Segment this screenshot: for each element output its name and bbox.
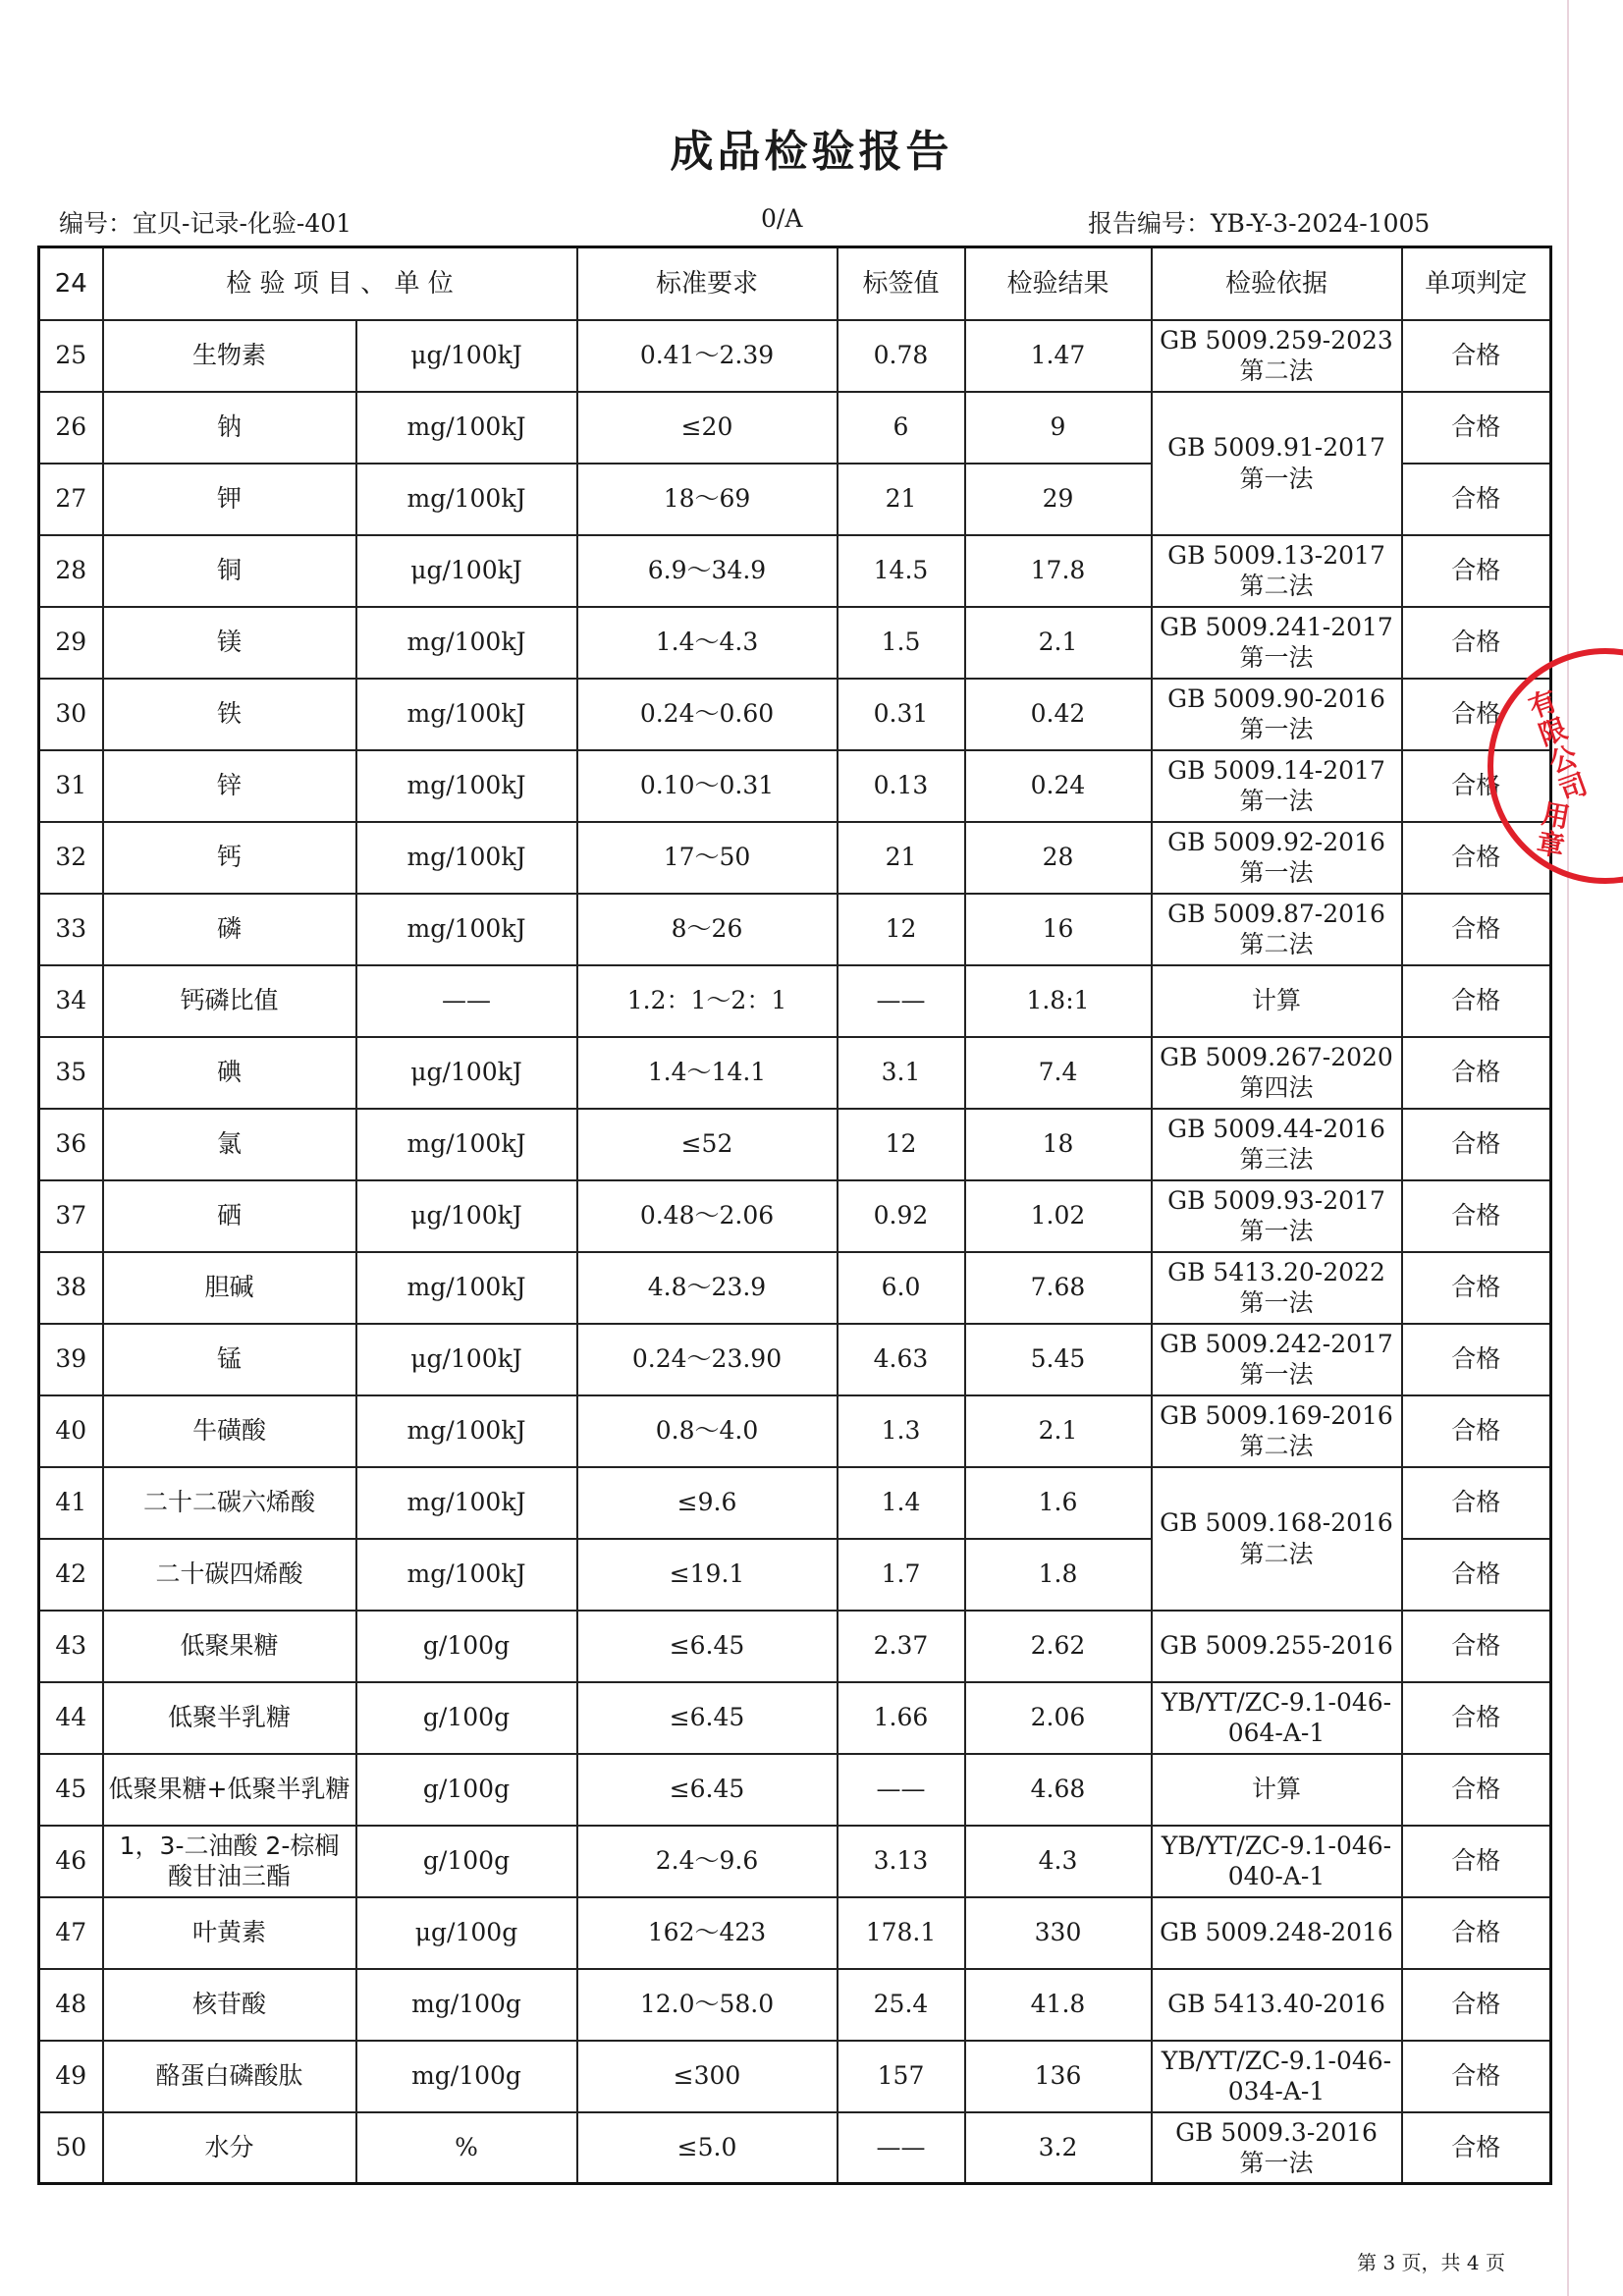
test-basis-line: GB 5009.90-2016	[1167, 683, 1385, 713]
test-result: 9	[965, 392, 1152, 464]
test-basis-line: 第二法	[1239, 930, 1314, 958]
verdict: 合格	[1402, 607, 1551, 679]
row-number: 44	[39, 1682, 103, 1754]
row-number: 48	[39, 1969, 103, 2041]
test-basis	[1152, 1682, 1402, 1754]
standard-requirement: 6.9～34.9	[577, 535, 838, 607]
test-result: 2.06	[965, 1682, 1152, 1754]
test-basis-line: 第四法	[1239, 1073, 1314, 1102]
item-name: 低聚果糖	[103, 1611, 356, 1682]
test-basis	[1152, 1109, 1402, 1180]
item-name: 低聚果糖+低聚半乳糖	[103, 1754, 356, 1826]
item-name: 硒	[103, 1180, 356, 1252]
label-value: 12	[838, 894, 965, 965]
standard-requirement: 2.4～9.6	[577, 1826, 838, 1897]
item-unit: μg/100kJ	[356, 1324, 577, 1395]
label-value: ——	[838, 965, 965, 1037]
item-unit: g/100g	[356, 1754, 577, 1826]
test-basis-line: GB 5009.259-2023	[1160, 325, 1393, 355]
row-number: 31	[39, 750, 103, 822]
row-number: 38	[39, 1252, 103, 1324]
verdict: 合格	[1402, 750, 1551, 822]
row-number: 49	[39, 2041, 103, 2112]
verdict: 合格	[1402, 1395, 1551, 1467]
standard-requirement: 18～69	[577, 464, 838, 535]
header-verdict: 单项判定	[1402, 247, 1551, 320]
verdict: 合格	[1402, 965, 1551, 1037]
table-row	[39, 1180, 1551, 1252]
item-unit: mg/100kJ	[356, 392, 577, 464]
header-standard: 标准要求	[577, 247, 838, 320]
standard-requirement: 0.10～0.31	[577, 750, 838, 822]
label-value: 1.5	[838, 607, 965, 679]
item-unit: μg/100g	[356, 1897, 577, 1969]
standard-requirement: 0.24～0.60	[577, 679, 838, 750]
item-unit: mg/100kJ	[356, 822, 577, 894]
verdict: 合格	[1402, 1969, 1551, 2041]
row-number: 30	[39, 679, 103, 750]
standard-requirement: 8～26	[577, 894, 838, 965]
item-name: 牛磺酸	[103, 1395, 356, 1467]
item-name: 铁	[103, 679, 356, 750]
item-name: 钠	[103, 392, 356, 464]
table-row	[39, 1395, 1551, 1467]
table-row	[39, 1611, 1551, 1682]
item-name: 酪蛋白磷酸肽	[103, 2041, 356, 2112]
item-name: 水分	[103, 2112, 356, 2184]
item-name: 磷	[103, 894, 356, 965]
test-basis-line: 第一法	[1239, 1360, 1314, 1389]
standard-requirement: 0.48～2.06	[577, 1180, 838, 1252]
verdict: 合格	[1402, 1754, 1551, 1826]
test-basis	[1152, 1611, 1402, 1682]
row-number: 41	[39, 1467, 103, 1539]
test-result: 16	[965, 894, 1152, 965]
test-result: 29	[965, 464, 1152, 535]
row-number: 46	[39, 1826, 103, 1897]
row-number: 26	[39, 392, 103, 464]
item-name: 铜	[103, 535, 356, 607]
test-result: 330	[965, 1897, 1152, 1969]
verdict: 合格	[1402, 392, 1551, 464]
test-basis-line: GB 5009.93-2017	[1167, 1185, 1385, 1215]
item-unit: mg/100kJ	[356, 1252, 577, 1324]
standard-requirement: ≤6.45	[577, 1682, 838, 1754]
test-result: 1.47	[965, 320, 1152, 392]
test-basis-line: GB 5009.92-2016	[1167, 827, 1385, 856]
test-basis	[1152, 679, 1402, 750]
test-basis-line: GB 5009.91-2017	[1167, 433, 1385, 463]
test-basis-line: GB 5009.241-2017	[1160, 612, 1393, 641]
test-basis-line: YB/YT/ZC-9.1-046-	[1161, 2046, 1392, 2075]
test-basis-line: GB 5009.3-2016	[1175, 2117, 1378, 2147]
item-unit: mg/100kJ	[356, 1467, 577, 1539]
row-number: 50	[39, 2112, 103, 2184]
row-number: 33	[39, 894, 103, 965]
table-row	[39, 1969, 1551, 2041]
test-basis-line: 第一法	[1239, 1217, 1314, 1245]
test-result: 41.8	[965, 1969, 1152, 2041]
test-result: 28	[965, 822, 1152, 894]
item-name: 生物素	[103, 320, 356, 392]
row-number: 43	[39, 1611, 103, 1682]
table-row	[39, 1109, 1551, 1180]
page-footer: 第 3 页，共 4 页	[1357, 2251, 1505, 2274]
table-row	[39, 392, 1551, 464]
test-basis-line: GB 5009.14-2017	[1167, 755, 1385, 785]
test-result: 7.4	[965, 1037, 1152, 1109]
label-value: 14.5	[838, 535, 965, 607]
test-result: 0.42	[965, 679, 1152, 750]
test-basis	[1152, 1897, 1402, 1969]
inspection-table	[37, 246, 1552, 2185]
verdict: 合格	[1402, 1682, 1551, 1754]
item-name: 二十二碳六烯酸	[103, 1467, 356, 1539]
table-row	[39, 679, 1551, 750]
test-basis-line: 第三法	[1239, 1145, 1314, 1174]
test-basis-line: GB 5009.168-2016	[1160, 1508, 1393, 1538]
item-unit: μg/100kJ	[356, 535, 577, 607]
test-result: 1.8	[965, 1539, 1152, 1611]
item-unit: mg/100g	[356, 1969, 577, 2041]
item-name: 叶黄素	[103, 1897, 356, 1969]
test-basis	[1152, 535, 1402, 607]
table-row	[39, 750, 1551, 822]
table-row	[39, 1037, 1551, 1109]
label-value: 3.13	[838, 1826, 965, 1897]
table-row	[39, 535, 1551, 607]
seal-text-use: 用章	[1531, 797, 1573, 862]
page-title: 成品检验报告	[670, 127, 953, 177]
standard-requirement: 17～50	[577, 822, 838, 894]
row-number: 35	[39, 1037, 103, 1109]
test-result: 1.02	[965, 1180, 1152, 1252]
label-value: 0.78	[838, 320, 965, 392]
test-basis	[1152, 965, 1402, 1037]
label-value: 1.7	[838, 1539, 965, 1611]
item-unit: mg/100kJ	[356, 607, 577, 679]
test-basis	[1152, 750, 1402, 822]
item-name: 核苷酸	[103, 1969, 356, 2041]
label-value: 1.66	[838, 1682, 965, 1754]
table-row	[39, 2041, 1551, 2112]
test-basis-line: 第二法	[1239, 1539, 1314, 1568]
test-basis-line: 064-A-1	[1227, 1719, 1325, 1747]
label-value: 2.37	[838, 1611, 965, 1682]
label-value: 1.4	[838, 1467, 965, 1539]
test-basis-line: 第一法	[1239, 464, 1314, 493]
item-unit: mg/100kJ	[356, 894, 577, 965]
test-basis-line: GB 5009.248-2016	[1160, 1918, 1393, 1947]
label-value: 21	[838, 822, 965, 894]
item-unit: mg/100kJ	[356, 1539, 577, 1611]
label-value: 3.1	[838, 1037, 965, 1109]
verdict: 合格	[1402, 1539, 1551, 1611]
verdict: 合格	[1402, 2112, 1551, 2184]
label-value: 12	[838, 1109, 965, 1180]
item-unit: %	[356, 2112, 577, 2184]
test-result: 1.6	[965, 1467, 1152, 1539]
standard-requirement: ≤6.45	[577, 1754, 838, 1826]
table-header-row	[39, 247, 1551, 320]
row-number: 45	[39, 1754, 103, 1826]
verdict: 合格	[1402, 320, 1551, 392]
standard-requirement: 162～423	[577, 1897, 838, 1969]
test-result: 18	[965, 1109, 1152, 1180]
test-result: 17.8	[965, 535, 1152, 607]
page-edge-line	[1567, 0, 1569, 2296]
test-basis	[1152, 320, 1402, 392]
standard-requirement: 0.41～2.39	[577, 320, 838, 392]
row-number: 39	[39, 1324, 103, 1395]
standard-requirement: 1.4～4.3	[577, 607, 838, 679]
test-basis	[1152, 2112, 1402, 2184]
item-name: 二十碳四烯酸	[103, 1539, 356, 1611]
test-basis	[1152, 1395, 1402, 1467]
row-number: 32	[39, 822, 103, 894]
header-basis: 检验依据	[1152, 247, 1402, 320]
item-unit: μg/100kJ	[356, 1037, 577, 1109]
standard-requirement: ≤6.45	[577, 1611, 838, 1682]
verdict: 合格	[1402, 1109, 1551, 1180]
table-row	[39, 1682, 1551, 1754]
item-name: 碘	[103, 1037, 356, 1109]
verdict: 合格	[1402, 1180, 1551, 1252]
standard-requirement: ≤9.6	[577, 1467, 838, 1539]
test-basis-line: GB 5413.40-2016	[1167, 1990, 1385, 2019]
table-row	[39, 894, 1551, 965]
header-label-value: 标签值	[838, 247, 965, 320]
standard-requirement: 4.8～23.9	[577, 1252, 838, 1324]
item-name: 锰	[103, 1324, 356, 1395]
test-basis-line: 040-A-1	[1227, 1862, 1325, 1890]
test-basis	[1152, 2041, 1402, 2112]
test-basis	[1152, 822, 1402, 894]
item-unit: μg/100kJ	[356, 320, 577, 392]
test-result: 2.62	[965, 1611, 1152, 1682]
verdict: 合格	[1402, 1252, 1551, 1324]
test-basis	[1152, 894, 1402, 965]
verdict: 合格	[1402, 1611, 1551, 1682]
item-name: 低聚半乳糖	[103, 1682, 356, 1754]
test-basis-line: 第二法	[1239, 1432, 1314, 1460]
label-value: ——	[838, 1754, 965, 1826]
verdict: 合格	[1402, 464, 1551, 535]
test-basis-line: 计算	[1251, 1775, 1301, 1804]
test-result: 2.1	[965, 1395, 1152, 1467]
test-basis-line: 第一法	[1239, 1288, 1314, 1317]
test-basis-line: 第一法	[1239, 787, 1314, 815]
item-name: 锌	[103, 750, 356, 822]
table-row	[39, 1252, 1551, 1324]
test-basis-line: GB 5009.242-2017	[1160, 1329, 1393, 1358]
row-number: 47	[39, 1897, 103, 1969]
test-basis	[1152, 1037, 1402, 1109]
item-unit: g/100g	[356, 1611, 577, 1682]
item-name: 钙	[103, 822, 356, 894]
standard-requirement: ≤300	[577, 2041, 838, 2112]
row-number: 25	[39, 320, 103, 392]
item-unit: μg/100kJ	[356, 1180, 577, 1252]
standard-requirement: 1.2：1～2：1	[577, 965, 838, 1037]
test-basis	[1152, 607, 1402, 679]
test-result: 7.68	[965, 1252, 1152, 1324]
header-no: 24	[39, 247, 103, 320]
standard-requirement: ≤5.0	[577, 2112, 838, 2184]
item-unit: ——	[356, 965, 577, 1037]
label-value: ——	[838, 2112, 965, 2184]
standard-requirement: ≤52	[577, 1109, 838, 1180]
row-number: 29	[39, 607, 103, 679]
row-number: 37	[39, 1180, 103, 1252]
standard-requirement: 0.8～4.0	[577, 1395, 838, 1467]
test-basis	[1152, 392, 1402, 535]
item-name: 钾	[103, 464, 356, 535]
row-number: 28	[39, 535, 103, 607]
row-number: 36	[39, 1109, 103, 1180]
label-value: 178.1	[838, 1897, 965, 1969]
item-name: 镁	[103, 607, 356, 679]
standard-requirement: 0.24～23.90	[577, 1324, 838, 1395]
verdict: 合格	[1402, 1324, 1551, 1395]
verdict: 合格	[1402, 1467, 1551, 1539]
row-number: 42	[39, 1539, 103, 1611]
item-unit: mg/100kJ	[356, 1109, 577, 1180]
standard-requirement: ≤19.1	[577, 1539, 838, 1611]
standard-requirement: ≤20	[577, 392, 838, 464]
test-basis	[1152, 1754, 1402, 1826]
seal-text-company: 有限公司	[1521, 684, 1593, 807]
test-basis-line: GB 5009.255-2016	[1160, 1631, 1393, 1661]
verdict: 合格	[1402, 822, 1551, 894]
table-body	[39, 247, 1551, 2184]
label-value: 0.92	[838, 1180, 965, 1252]
test-result: 0.24	[965, 750, 1152, 822]
verdict: 合格	[1402, 1897, 1551, 1969]
item-unit: mg/100kJ	[356, 750, 577, 822]
standard-requirement: 12.0～58.0	[577, 1969, 838, 2041]
verdict: 合格	[1402, 2041, 1551, 2112]
item-name: 1，3-二油酸 2-棕榈酸甘油三酯	[103, 1826, 356, 1897]
test-result: 136	[965, 2041, 1152, 2112]
test-basis-line: GB 5009.13-2017	[1167, 540, 1385, 570]
test-result: 4.3	[965, 1826, 1152, 1897]
test-result: 5.45	[965, 1324, 1152, 1395]
test-basis-line: GB 5009.267-2020	[1160, 1042, 1393, 1071]
doc-number: 编号：宜贝-记录-化验-401	[59, 209, 352, 238]
verdict: 合格	[1402, 535, 1551, 607]
header-item-unit: 检 验 项 目 、 单 位	[103, 247, 577, 320]
table-row	[39, 2112, 1551, 2184]
test-basis	[1152, 1180, 1402, 1252]
test-basis-line: YB/YT/ZC-9.1-046-	[1161, 1687, 1392, 1717]
verdict: 合格	[1402, 894, 1551, 965]
test-basis-line: 第一法	[1239, 858, 1314, 887]
test-basis-line: YB/YT/ZC-9.1-046-	[1161, 1831, 1392, 1860]
test-basis-line: 第一法	[1239, 715, 1314, 743]
test-basis-line: GB 5009.87-2016	[1167, 899, 1385, 928]
table-row	[39, 320, 1551, 392]
standard-requirement: 1.4～14.1	[577, 1037, 838, 1109]
item-name: 钙磷比值	[103, 965, 356, 1037]
label-value: 0.31	[838, 679, 965, 750]
table-row	[39, 1826, 1551, 1897]
test-basis	[1152, 1969, 1402, 2041]
row-number: 27	[39, 464, 103, 535]
item-unit: mg/100kJ	[356, 679, 577, 750]
table-row	[39, 607, 1551, 679]
test-basis-line: 034-A-1	[1227, 2077, 1325, 2105]
table-row	[39, 1897, 1551, 1969]
table-row	[39, 965, 1551, 1037]
revision: 0/A	[761, 204, 803, 233]
test-result: 1.8:1	[965, 965, 1152, 1037]
test-basis-line: 第二法	[1239, 356, 1314, 385]
table-row	[39, 822, 1551, 894]
verdict: 合格	[1402, 1037, 1551, 1109]
row-number: 34	[39, 965, 103, 1037]
label-value: 1.3	[838, 1395, 965, 1467]
report-number: 报告编号：YB-Y-3-2024-1005	[1088, 209, 1431, 238]
label-value: 6.0	[838, 1252, 965, 1324]
test-basis	[1152, 1324, 1402, 1395]
test-basis-line: GB 5413.20-2022	[1167, 1257, 1385, 1286]
label-value: 25.4	[838, 1969, 965, 2041]
item-unit: mg/100kJ	[356, 464, 577, 535]
label-value: 0.13	[838, 750, 965, 822]
header-result: 检验结果	[965, 247, 1152, 320]
label-value: 157	[838, 2041, 965, 2112]
test-basis-line: 计算	[1251, 986, 1301, 1015]
item-unit: g/100g	[356, 1826, 577, 1897]
verdict: 合格	[1402, 679, 1551, 750]
label-value: 4.63	[838, 1324, 965, 1395]
label-value: 21	[838, 464, 965, 535]
test-basis	[1152, 1252, 1402, 1324]
test-basis	[1152, 1467, 1402, 1611]
item-unit: g/100g	[356, 1682, 577, 1754]
test-basis-line: GB 5009.169-2016	[1160, 1400, 1393, 1430]
verdict: 合格	[1402, 1826, 1551, 1897]
table-row	[39, 1754, 1551, 1826]
test-result: 3.2	[965, 2112, 1152, 2184]
test-basis-line: 第二法	[1239, 572, 1314, 600]
item-name: 氯	[103, 1109, 356, 1180]
test-basis-line: 第一法	[1239, 2148, 1314, 2177]
test-basis-line: GB 5009.44-2016	[1167, 1114, 1385, 1143]
item-name: 胆碱	[103, 1252, 356, 1324]
label-value: 6	[838, 392, 965, 464]
table-row	[39, 1467, 1551, 1539]
table-row	[39, 1324, 1551, 1395]
row-number: 40	[39, 1395, 103, 1467]
test-result: 2.1	[965, 607, 1152, 679]
item-unit: mg/100g	[356, 2041, 577, 2112]
test-basis	[1152, 1826, 1402, 1897]
item-unit: mg/100kJ	[356, 1395, 577, 1467]
test-basis-line: 第一法	[1239, 643, 1314, 672]
test-result: 4.68	[965, 1754, 1152, 1826]
